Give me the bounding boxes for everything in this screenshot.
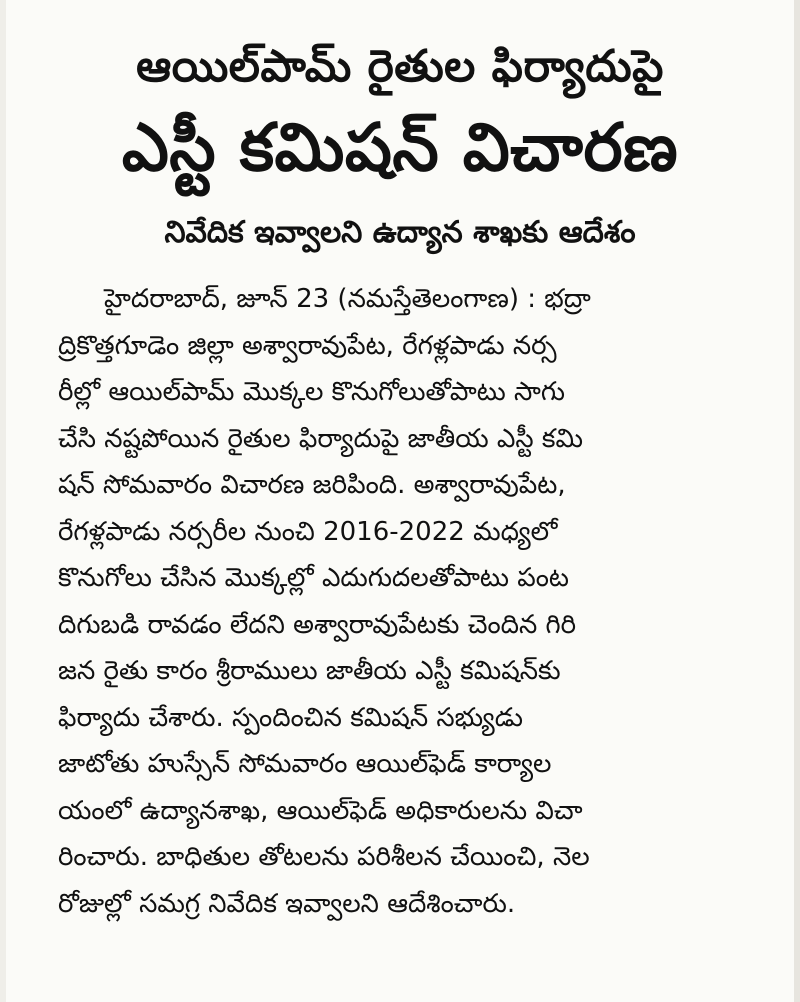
headline-line-2: ఎస్టీ కమిషన్‌ విచారణ [121, 109, 679, 186]
article-line: ద్రికొత్తగూడెం జిల్లా అశ్వారావుపేట, రేగళ్లపాడు నర్స [58, 330, 557, 361]
article-line: చేసి నష్టపోయిన రైతుల ఫిర్యాదుపై జాతీయ ఎస్టీ కమి [58, 423, 583, 454]
article-line: దిగుబడి రావడం లేదని అశ్వారావుపేటకు చెందిన గిరి [58, 609, 577, 640]
article-line: రోజుల్లో సమగ్ర నివేదిక ఇవ్వాలని ఆదేశించారు. [58, 888, 516, 919]
article-line: జన రైతు కారం శ్రీరాములు జాతీయ ఎస్టీ కమిషన్‌కు [58, 656, 561, 686]
article-line: హైదరాబాద్‌, జూన్‌ 23 (నమస్తేతెలంగాణ) : భద్రా [104, 284, 591, 314]
subheadline: నివేదిక ఇవ్వాలని ఉద్యాన శాఖకు ఆదేశం [164, 215, 636, 250]
clipping-left-edge [0, 0, 6, 1002]
article-line: ఫిర్యాదు చేశారు. స్పందించిన కమిషన్‌ సభ్యుడు [58, 702, 523, 733]
clipping-right-edge [794, 0, 800, 1002]
article-line: రీల్లో ఆయిల్‌పామ్‌ మొక్కల కొనుగోలుతోపాటు సాగు [58, 377, 565, 407]
article-line: రేగళ్లపాడు నర్సరీల నుంచి 2016-2022 మధ్యలో [58, 516, 558, 547]
article-line: రించారు. బాధితుల తోటలను పరిశీలన చేయించి, నెల [58, 842, 590, 872]
article-line: జాటోతు హుస్సేన్‌ సోమవారం ఆయిల్‌ఫెడ్‌ కార్యాల [58, 749, 552, 779]
article-line: షన్‌ సోమవారం విచారణ జరిపింది. అశ్వారావుపేట, [58, 470, 566, 500]
article-line: కొనుగోలు చేసిన మొక్కల్లో ఎదుగుదలతోపాటు పంట [58, 563, 569, 593]
article-line: యంలో ఉద్యానశాఖ, ఆయిల్‌ఫెడ్‌ అధికారులను విచా [58, 795, 583, 826]
headline-line-1: ఆయిల్‌పామ్‌ రైతుల ఫిర్యాదుపై [136, 41, 664, 92]
article-body [58, 276, 742, 927]
